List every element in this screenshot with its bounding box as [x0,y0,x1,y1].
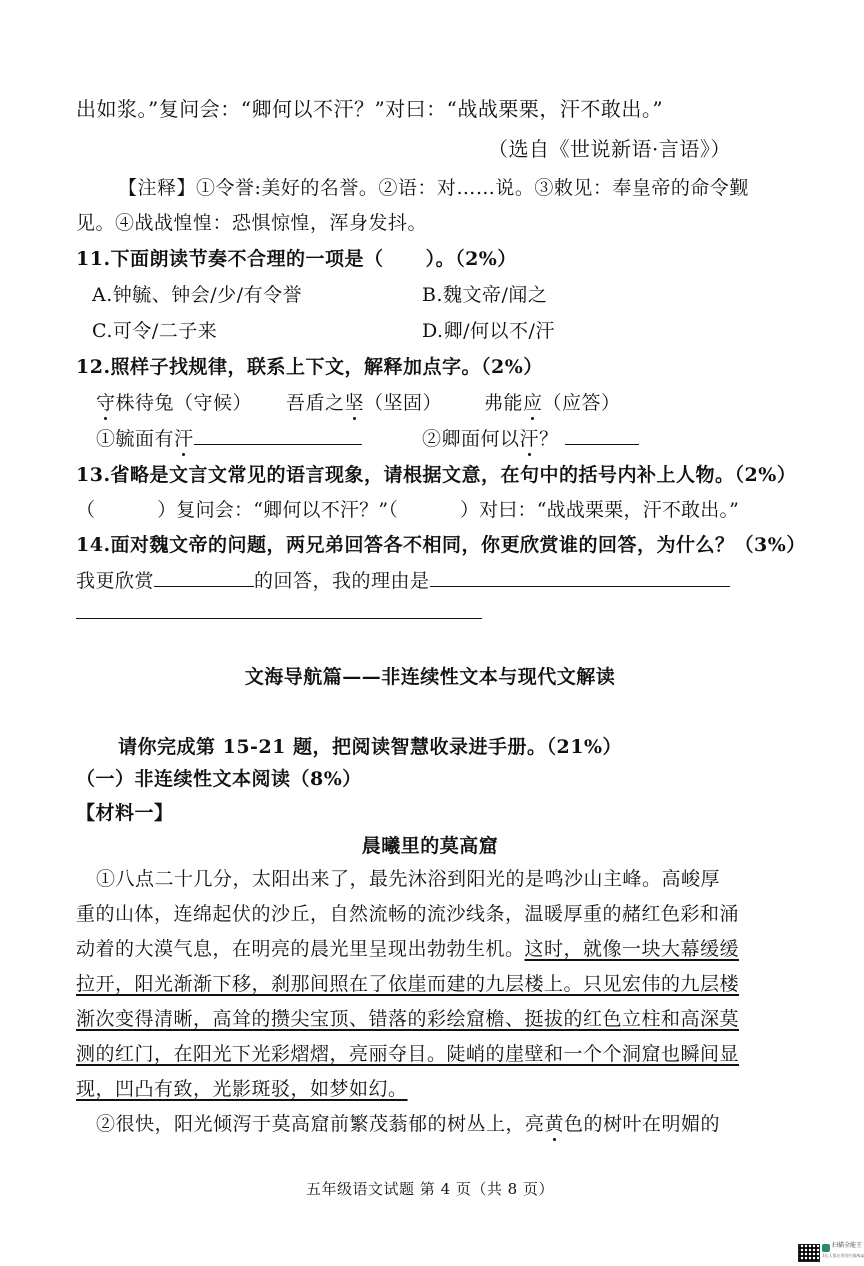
part-heading: （一）非连续性文本阅读（8%） [76,768,362,790]
question-12-stem: 12.照样子找规律，联系上下文，解释加点字。（2%） [76,356,543,378]
example-text: （应答） [542,392,621,414]
dotted-char: 守 [96,392,116,414]
dotted-char: 汗 [174,428,194,450]
section-title: 文海导航篇——非连续性文本与现代文解读 [244,666,616,688]
example-text: 吾盾之 [286,392,345,414]
dotted-char: 坚 [344,392,365,414]
answer-blank[interactable] [154,568,254,587]
answer-blank[interactable] [565,426,639,445]
text-line: 出如浆。”复问会：“卿何以不汗？”对曰：“战战栗栗，汗不敢出。” [76,97,664,121]
option-b[interactable]: B.魏文帝/闻之 [422,284,548,306]
fill-line [76,497,739,523]
dotted-char: 黄 [544,1113,565,1135]
answer-blank[interactable] [194,426,362,445]
option-c[interactable]: C.可令/二子来 [92,320,218,342]
article-line-underlined: 测的红门，在阳光下光彩熠熠，亮丽夺目。陡峭的崖壁和一个个洞窟也瞬间显 [76,1043,740,1065]
line-text: ）对曰：“战战栗栗，汗不敢出。” [459,499,740,521]
answer-line [76,568,730,594]
material-label: 【材料一】 [76,802,174,824]
answer-blank[interactable] [430,568,730,587]
example-text: （坚固） [364,392,443,414]
example-2 [286,390,442,416]
article-line-underlined: 渐次变得清晰，高耸的攒尖宝顶、错落的彩绘窟檐、挺拔的红色立柱和高深莫 [76,1008,740,1030]
article-title: 晨曦里的莫高窟 [361,835,499,857]
article-line: ①八点二十几分，太阳出来了，最先沐浴到阳光的是鸣沙山主峰。高峻厚 [96,868,721,890]
answer-text: 我更欣赏 [76,570,155,592]
example-text: 弗能 [484,392,524,414]
watermark-name: 扫描全能王 [832,1242,863,1249]
paren-open: （ [76,499,96,521]
item-2 [422,426,639,452]
example-1 [96,390,252,416]
question-13-stem: 13.省略是文言文常见的语言现象，请根据文意，在句中的括号内补上人物。（2%） [76,464,797,486]
article-line: 重的山体，连绵起伏的沙丘，自然流畅的流沙线条，温暖厚重的赭红色彩和涌 [76,903,740,925]
dotted-char: 汗 [519,428,540,450]
source-citation: （选自《世说新语·言语》） [488,137,731,161]
article-text: 色的树叶在明媚的 [564,1113,721,1135]
annotation-line: 见。④战战惶惶：恐惧惊惶，浑身发抖。 [76,212,428,234]
example-3 [484,390,621,416]
watermark-sub: 3亿人都在用的扫描App [822,1253,864,1258]
question-14-stem: 14.面对魏文帝的问题，两兄弟回答各不相同，你更欣赏谁的回答，为什么？（3%） [76,534,806,556]
qr-code-icon [798,1244,820,1262]
example-text: 株待兔（守候） [115,392,253,414]
article-line [96,1111,720,1137]
item-text: ？ [539,428,559,450]
option-a[interactable]: A.钟毓、钟会/少/有令誉 [92,284,303,306]
dotted-char: 应 [523,392,543,414]
item-text: ②卿面何以 [422,428,520,450]
article-line-underlined: 现，凹凸有致，光影斑驳，如梦如幻。 [76,1078,408,1100]
page-footer: 五年级语文试题 第 4 页（共 8 页） [306,1180,554,1198]
annotation-line: 【注释】①令誉:美好的名誉。②语：对……说。③敕见：奉皇帝的命令觐 [118,177,749,199]
article-text: 动着的大漠气息，在明亮的晨光里呈现出勃勃生机。 [76,938,525,960]
answer-blank-line[interactable] [76,618,482,619]
article-text: ②很快，阳光倾泻于莫高窟前繁茂蓊郁的树丛上，亮 [96,1113,545,1135]
line-text: ）复问会：“卿何以不汗？”（ [157,499,398,521]
article-line-underlined: 拉开，阳光渐渐下移，刹那间照在了依崖而建的九层楼上。只见宏伟的九层楼 [76,973,740,995]
section-intro: 请你完成第 15-21 题，把阅读智慧收录进手册。（21%） [118,736,622,758]
item-1 [96,426,362,452]
stem-part: 11.下面朗读节奏不合理的一项是（ [76,248,384,270]
option-d[interactable]: D.卿/何以不/汗 [422,320,555,342]
underlined-text: 这时，就像一块大幕缓缓 [524,938,740,960]
answer-text: 的回答，我的理由是 [254,570,430,592]
item-text: ①毓面有 [96,428,175,450]
question-11-stem [76,246,517,272]
article-line [76,936,739,962]
stem-part: ）。（2%） [425,248,517,270]
app-logo-icon [822,1244,830,1252]
